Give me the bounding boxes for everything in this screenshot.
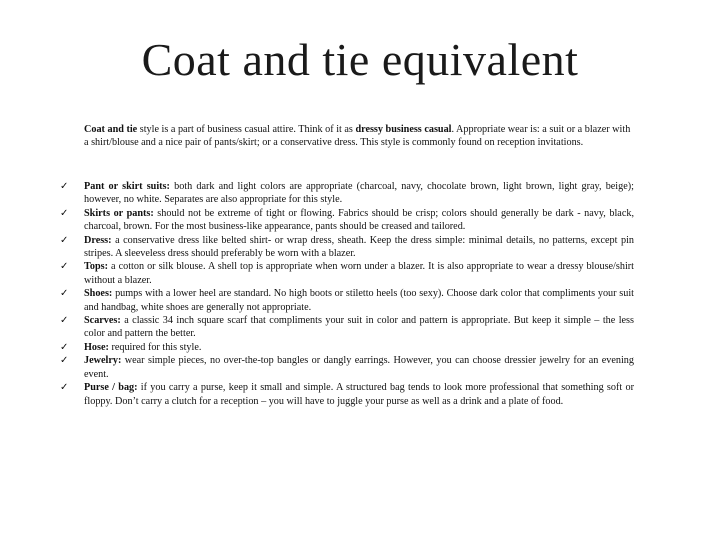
item-label: Purse / bag: [84, 382, 138, 394]
checkmark-icon: ✓ [60, 382, 69, 394]
page-title: Coat and tie equivalent [141, 34, 579, 85]
item-text: pumps with a lower heel are standard. No high boots or stiletto heels (too sexy). Choose dark color that compliments your suit and handbag, white shoes are generally not appropriate. [84, 288, 634, 313]
checkmark-icon: ✓ [60, 288, 69, 300]
item-text: both dark and light colors are appropriate (charcoal, navy, chocolate brown, light brown, light gray, beige); however, no white. Separates are also appropriate for this style. [84, 181, 634, 206]
list-item [60, 260, 634, 287]
checkmark-icon: ✓ [60, 207, 69, 219]
item-label: Scarves: [84, 315, 121, 327]
intro-emphasis: dressy business casual [355, 124, 452, 135]
checkmark-icon: ✓ [60, 341, 69, 353]
list-item [60, 341, 634, 354]
checkmark-icon: ✓ [60, 315, 69, 327]
intro-text-2: . Appropriate wear is: a suit or a blazer with a shirt/blouse and a nice pair of pants/skirt; or a conservative dress. This style is commonly found on reception invitations. [84, 124, 631, 149]
item-label: Shoes: [84, 288, 113, 300]
item-text: required for this style. [108, 341, 202, 353]
intro-paragraph [84, 123, 634, 150]
checkmark-icon: ✓ [60, 234, 69, 246]
list-item [60, 381, 634, 408]
intro-term: Coat and tie [84, 124, 138, 135]
list-item [60, 287, 634, 314]
attire-list [60, 180, 634, 408]
checkmark-icon: ✓ [60, 261, 69, 273]
list-item [60, 314, 634, 341]
list-item [60, 234, 634, 261]
item-text: if you carry a purse, keep it small and simple. A structured bag tends to look more professional that something soft or floppy. Don’t carry a clutch for a reception – you will have to juggle your purse as well as a drink and a plate of food. [84, 382, 634, 407]
intro-text-1: style is a part of business casual attire. Think of it as [137, 124, 356, 135]
item-text: a classic 34 inch square scarf that compliments your suit in color and pattern is appropriate. But keep it simple – the less color and pattern the better. [84, 315, 634, 340]
checkmark-icon: ✓ [60, 181, 69, 192]
item-label: Hose: [84, 341, 109, 353]
item-text: wear simple pieces, no over-the-top bangles or dangly earrings. However, you can choose dressier jewelry for an evening event. [84, 355, 634, 380]
item-text: a cotton or silk blouse. A shell top is appropriate when worn under a blazer. It is also appropriate to wear a dressy blouse/shirt without a blazer. [84, 261, 634, 286]
list-item [60, 354, 634, 381]
item-text: a conservative dress like belted shirt- or wrap dress, sheath. Keep the dress simple: minimal details, no patterns, except pin stripes. A sleeveless dress should preferably be worn with a blazer. [84, 234, 634, 260]
item-text: should not be extreme of tight or flowing. Fabrics should be crisp; colors should generally be dark - navy, black, charcoal, brown. For the most business-like appearance, pants should be creased and tailored. [84, 207, 634, 233]
checkmark-icon: ✓ [60, 355, 69, 367]
item-label: Tops: [84, 261, 108, 273]
list-item [60, 207, 634, 234]
list-item [60, 180, 634, 207]
item-label: Pant or skirt suits: [84, 181, 170, 192]
item-label: Dress: [84, 234, 112, 246]
item-label: Skirts or pants: [84, 207, 154, 219]
item-label: Jewelry: [84, 355, 122, 367]
